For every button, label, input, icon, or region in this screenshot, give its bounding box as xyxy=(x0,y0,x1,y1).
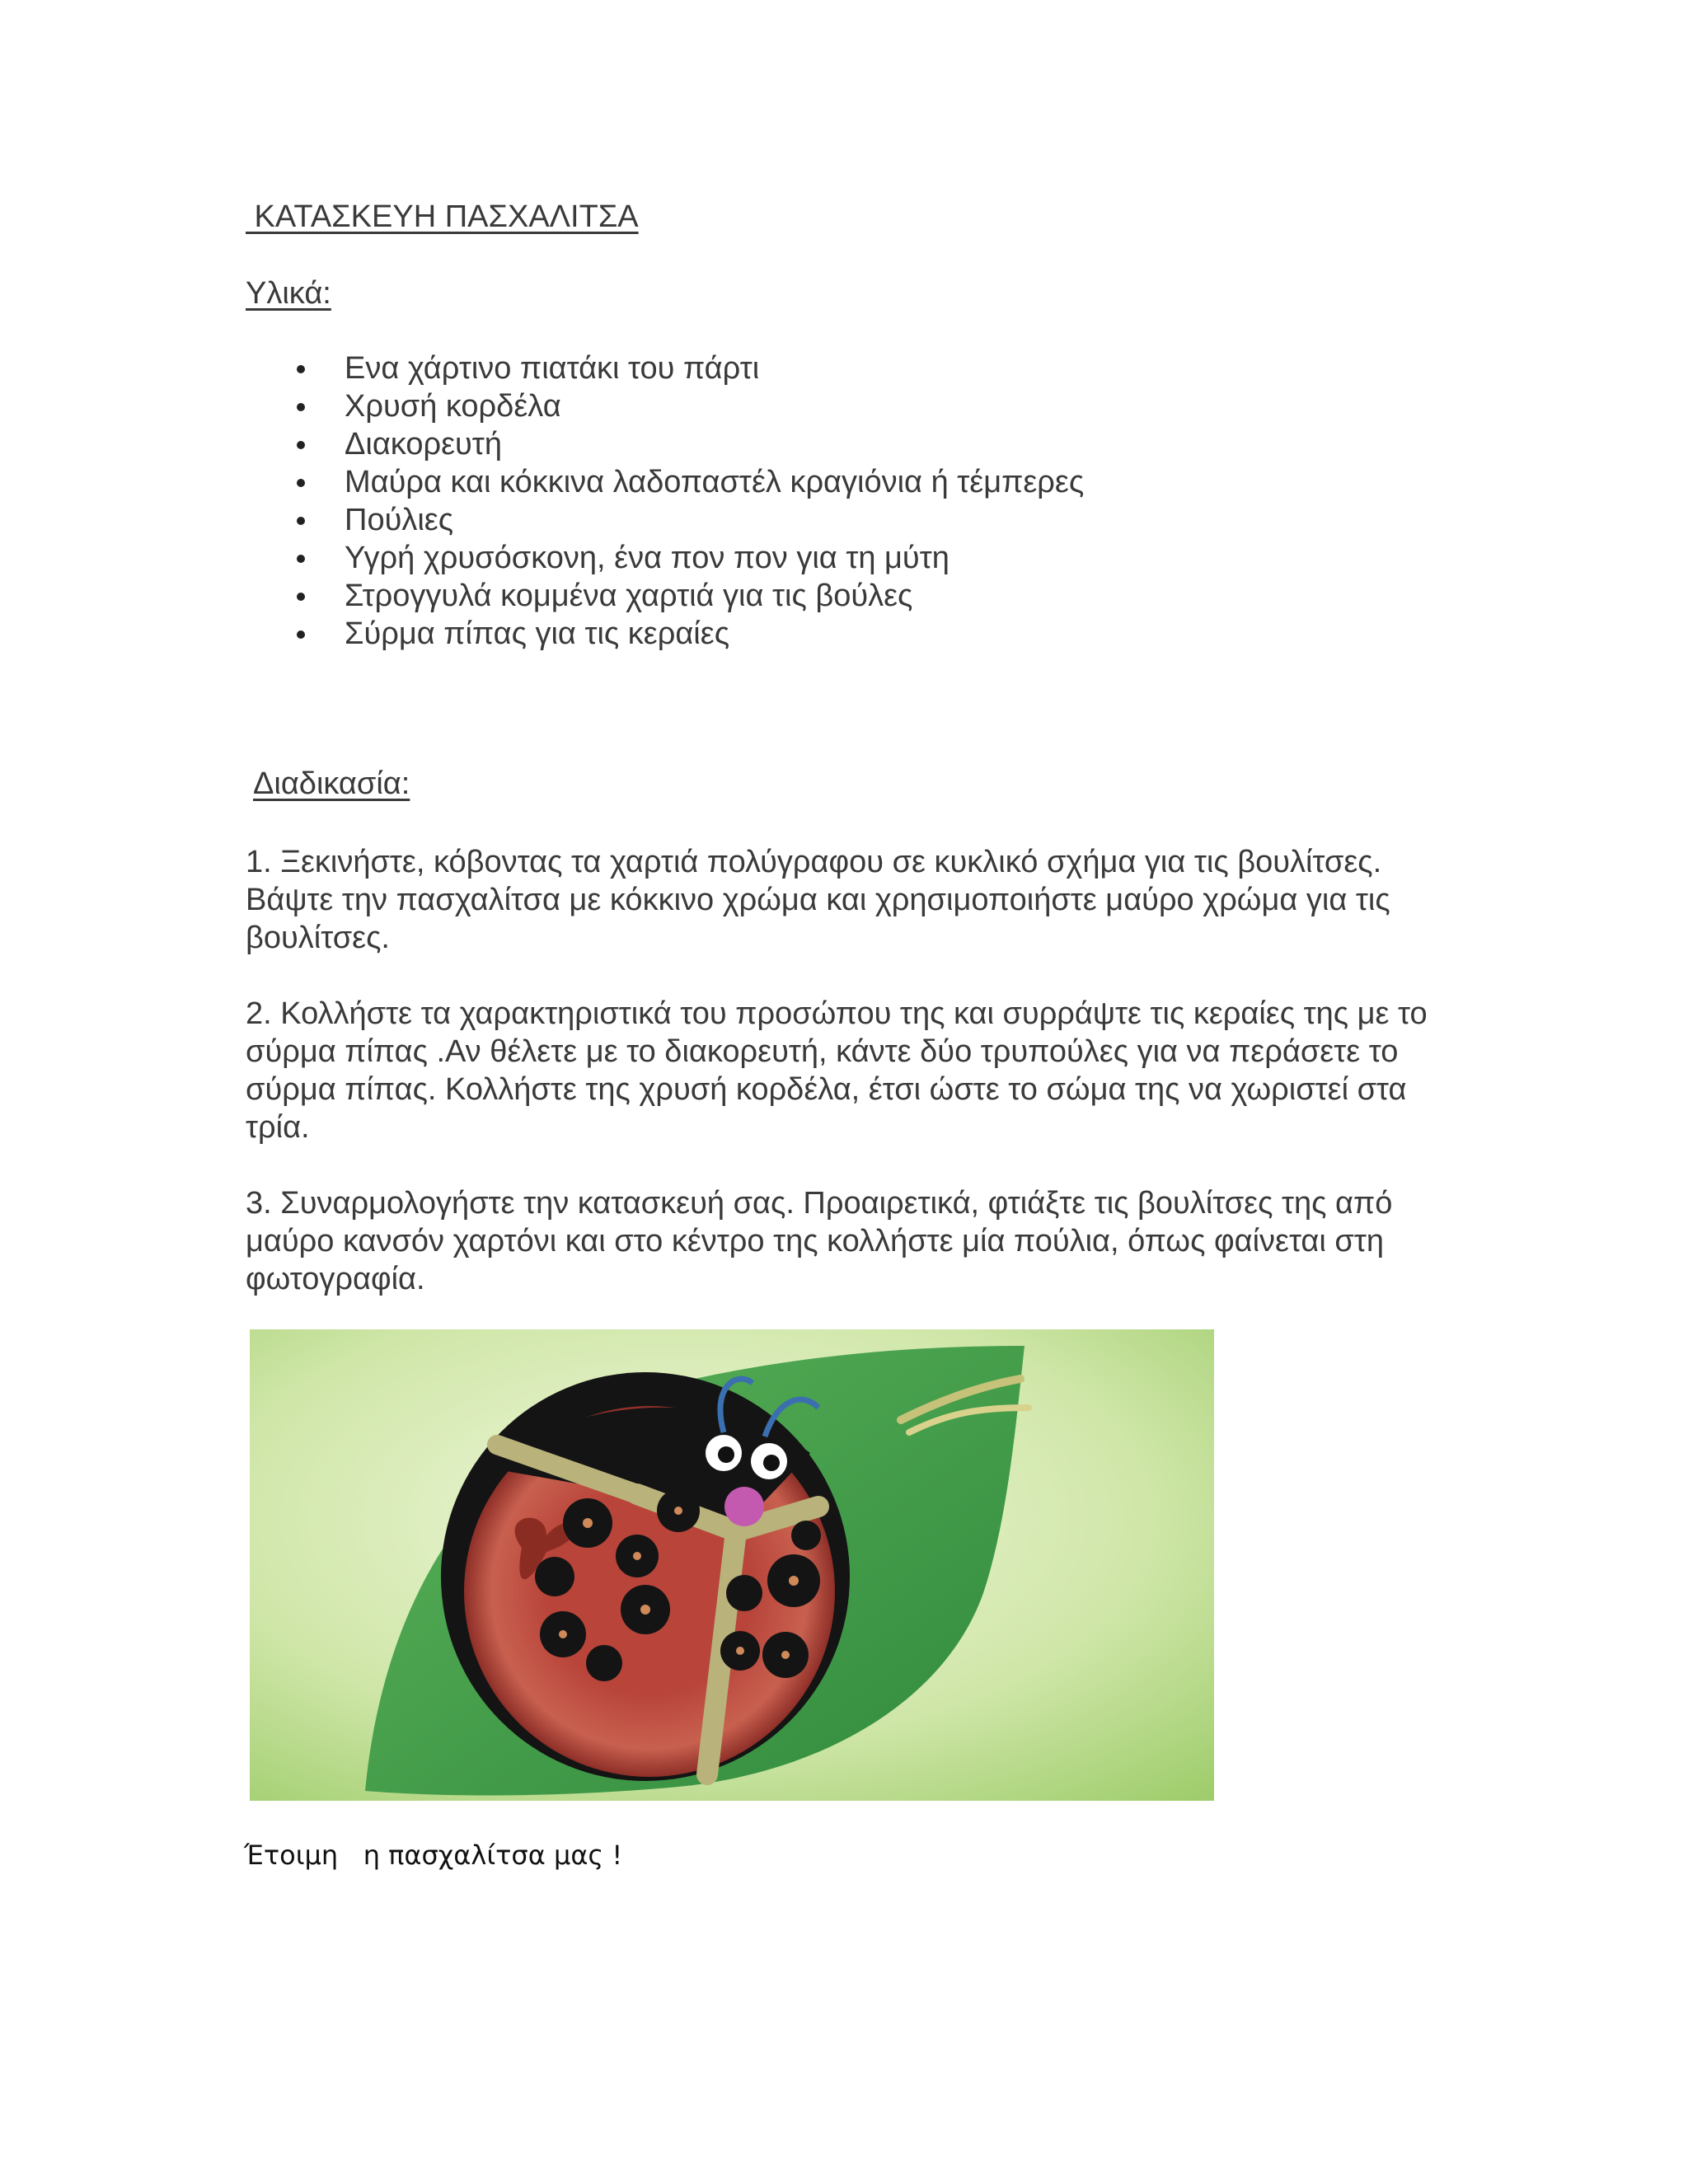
caption: Έτοιμη η πασχαλίτσα μας ! xyxy=(244,1840,623,1871)
process-step-2: 2. Κολλήστε τα χαρακτηριστικά του προσώπου της και συρράψτε τις κεραίες της με το σύρμα πίπας .Αν θέλετε με το διακορευτή, κάντε δύο τρυπούλες για να περάσετε το σύρμα πίπας. Κολλήστε της χρυσή κορδέλα, έτσι ώστε το σώμα της να χωριστεί στα τρία. xyxy=(246,996,1428,1145)
list-item xyxy=(290,425,1084,463)
sequin xyxy=(633,1552,641,1560)
ladybug-spot xyxy=(726,1575,762,1611)
list-item-text: Πούλιες xyxy=(345,503,454,537)
list-item xyxy=(290,349,1084,387)
page-title: ΚΑΤΑΣΚΕΥΗ ΠΑΣΧΑΛΙΤΣΑ xyxy=(246,199,639,234)
list-item xyxy=(290,463,1084,501)
list-item-text: Διακορευτή xyxy=(345,427,502,462)
bullet-icon xyxy=(297,593,305,601)
bullet-icon xyxy=(297,441,305,449)
ladybug-spot xyxy=(586,1645,622,1681)
process-step-1: 1. Ξεκινήστε, κόβοντας τα χαρτιά πολύγραφου σε κυκλικό σχήμα για τις βουλίτσες. Βάψτε την πασχαλίτσα με κόκκινο χρώμα και χρησιμοποιήστε μαύρο χρώμα για τις βουλίτσες. xyxy=(246,845,1390,955)
ladybug-pupil xyxy=(718,1446,734,1463)
list-item-text: Χρυσή κορδέλα xyxy=(345,389,561,424)
bullet-icon xyxy=(297,517,305,525)
bullet-icon xyxy=(297,479,305,487)
list-item xyxy=(290,501,1084,539)
ladybug-craft-photo xyxy=(250,1329,1214,1801)
bullet-icon xyxy=(297,403,305,411)
bullet-icon xyxy=(297,630,305,639)
materials-heading: Υλικά: xyxy=(246,276,331,311)
list-item-text: Σύρμα πίπας για τις κεραίες xyxy=(345,616,730,651)
process-heading: Διαδικασία: xyxy=(253,766,410,801)
sequin xyxy=(736,1647,744,1655)
ladybug-pupil xyxy=(763,1455,780,1471)
sequin xyxy=(640,1605,650,1615)
process-step-3: 3. Συναρμολογήστε την κατασκευή σας. Προαιρετικά, φτιάξτε τις βουλίτσες της από μαύρο κανσόν χαρτόνι και στο κέντρο της κολλήστε μία πούλια, όπως φαίνεται στη φωτογραφία. xyxy=(246,1186,1393,1296)
bullet-icon xyxy=(297,365,305,373)
list-item xyxy=(290,387,1084,425)
sequin xyxy=(583,1518,593,1528)
materials-list xyxy=(290,349,1084,653)
list-item-text: Μαύρα και κόκκινα λαδοπαστέλ κραγιόνια ή τέμπερες xyxy=(345,465,1085,499)
list-item xyxy=(290,539,1084,577)
sequin xyxy=(781,1651,790,1659)
list-item-text: Υγρή χρυσόσκονη, ένα πον πον για τη μύτη xyxy=(345,541,950,575)
ladybug-spot xyxy=(535,1557,574,1596)
pom-pom-nose xyxy=(724,1487,764,1526)
ladybug-spot xyxy=(791,1521,821,1550)
sequin xyxy=(559,1630,567,1638)
list-item-text: Στρογγυλά κομμένα χαρτιά για τις βούλες xyxy=(345,579,913,613)
list-item xyxy=(290,615,1084,653)
list-item xyxy=(290,577,1084,615)
sequin xyxy=(674,1507,682,1515)
bullet-icon xyxy=(297,555,305,563)
sequin xyxy=(789,1576,799,1586)
list-item-text: Ενα χάρτινο πιατάκι του πάρτι xyxy=(345,351,760,386)
